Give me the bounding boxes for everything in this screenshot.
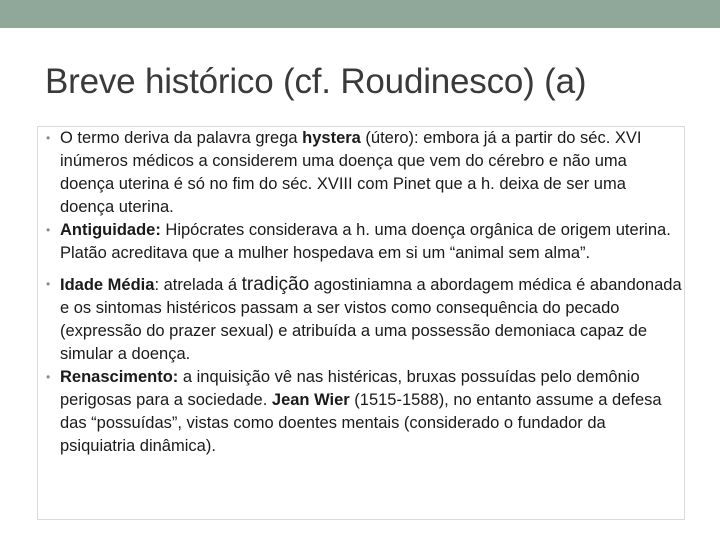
bullet-emphasis: tradição xyxy=(241,274,310,295)
bullet-bold: Idade Média xyxy=(60,276,155,294)
slide-title: Breve histórico (cf. Roudinesco) (a) xyxy=(45,62,587,101)
bullet-text: Hipócrates considerava a h. uma doença orgânica de origem uterina. Platão acreditava que a mulher hospedava em si um “animal sem alma”. xyxy=(60,221,671,262)
bullet-text: O termo deriva da palavra grega xyxy=(60,129,303,147)
bullet-text: a inquisição vê nas histéricas, bruxas possuídas pelo demônio perigosas para a sociedade. xyxy=(60,368,640,409)
bullet-idade-media xyxy=(44,273,684,366)
bullet-text: : atrelada á xyxy=(154,276,242,294)
bullet-dot-icon: • xyxy=(46,370,51,384)
bullet-bold: Renascimento: xyxy=(60,368,179,386)
bullet-bold: Jean Wier xyxy=(271,391,350,409)
bullet-bold: hystera xyxy=(302,129,361,147)
bullet-bold: Antiguidade: xyxy=(60,221,161,239)
bullet-termo xyxy=(44,127,684,219)
bullet-dot-icon: • xyxy=(46,223,51,237)
bullet-text: agostiniamna a abordagem médica é abandonada e os sintomas histéricos passam a ser vistos como consequência do pecado (expressão do prazer sexual) e atribuída a uma possessão demoniaca capaz de simular a doença. xyxy=(60,276,682,363)
bullet-dot-icon: • xyxy=(46,277,51,291)
bullet-text: (útero): embora já a partir do séc. XVI inúmeros médicos a considerem uma doença que vem do cérebro e não uma doença uterina é só no fim do séc. XVIII com Pinet que a h. deixa de ser uma doença uterina. xyxy=(60,129,642,216)
bullet-dot-icon: • xyxy=(46,131,51,145)
bullet-antiguidade xyxy=(44,219,684,265)
top-accent-band xyxy=(0,0,720,28)
bullet-text: (1515-1588), no entanto assume a defesa das “possuídas”, vistas como doentes mentais (considerado o fundador da psiquiatria dinâmica). xyxy=(60,391,662,455)
bullet-renascimento xyxy=(44,366,684,458)
bullet-list xyxy=(44,127,684,458)
